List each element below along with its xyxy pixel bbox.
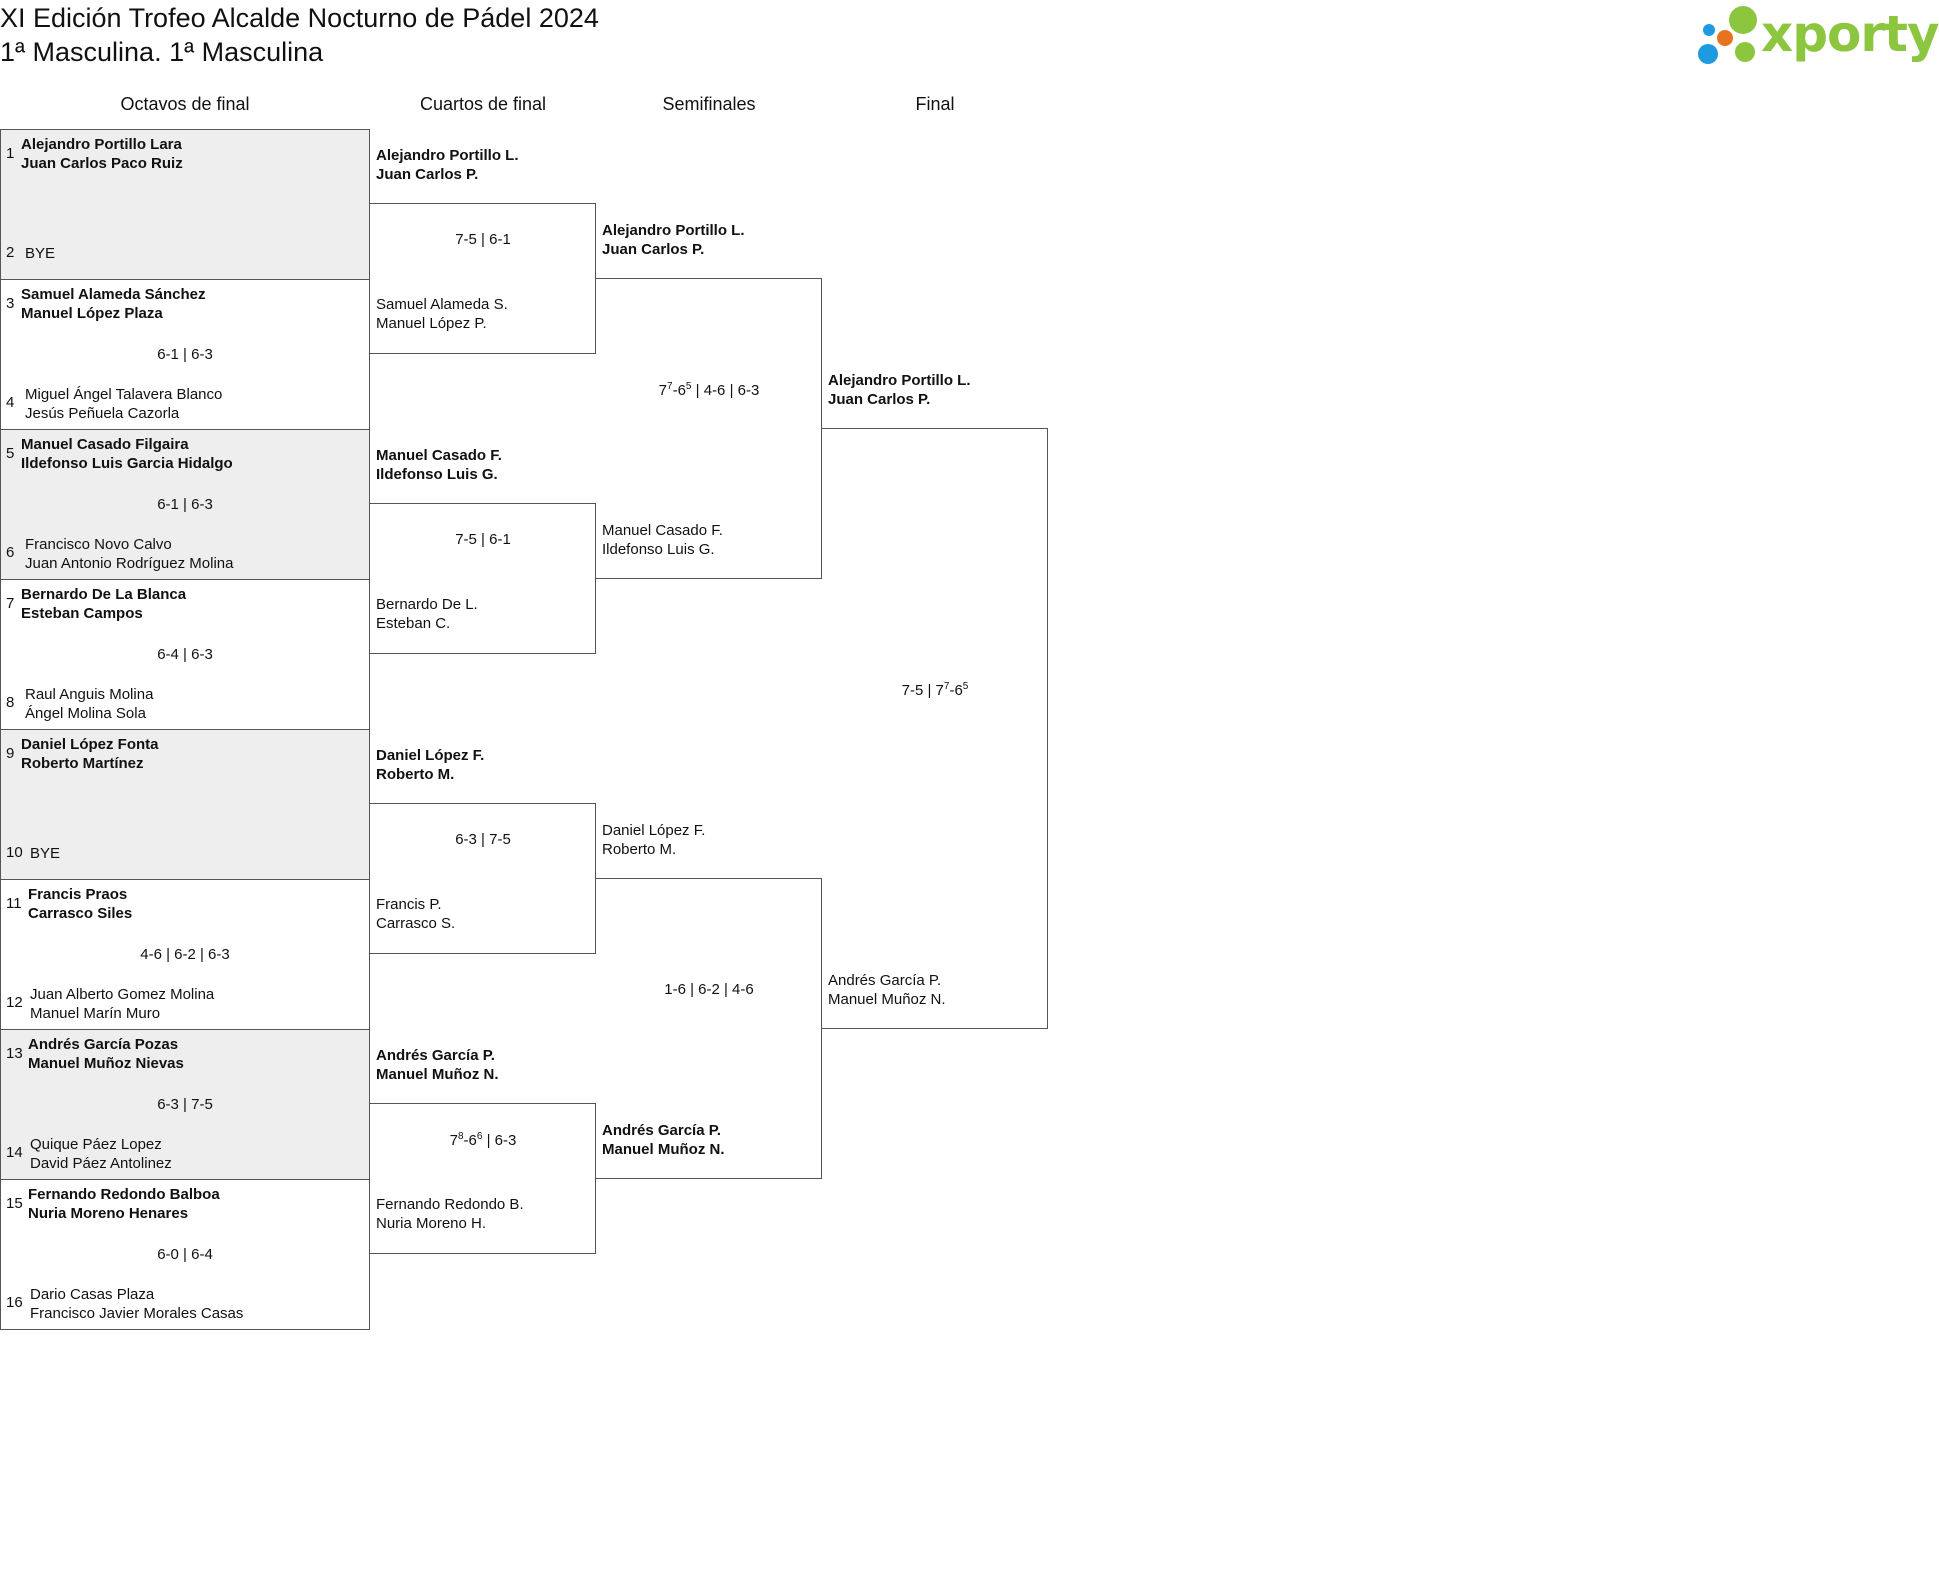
- player-name: Nuria Moreno H.: [376, 1215, 487, 1232]
- player-name: Alejandro Portillo L.: [602, 222, 745, 239]
- team-cuartos-top[interactable]: [376, 446, 502, 484]
- score-octavos-8: 6-0 | 6-4: [157, 1246, 213, 1263]
- player-name: Ildefonso Luis Garcia Hidalgo: [21, 455, 233, 472]
- player-name: David Páez Antolinez: [30, 1155, 172, 1172]
- player-name: Manuel López P.: [376, 315, 487, 332]
- team-octavos-6[interactable]: [25, 535, 233, 573]
- connector-final: [822, 428, 1048, 1029]
- seed-number: 10: [6, 844, 23, 861]
- player-name: Ildefonso Luis G.: [602, 541, 715, 558]
- player-name: Roberto M.: [376, 766, 455, 783]
- team-semis-top[interactable]: [602, 821, 705, 859]
- player-name: Andrés García P.: [602, 1122, 721, 1139]
- team-octavos-1[interactable]: [21, 135, 183, 173]
- seed-number: 2: [6, 244, 15, 261]
- player-name: Daniel López F.: [376, 747, 485, 764]
- player-name: Juan Alberto Gomez Molina: [30, 986, 215, 1003]
- player-name: Manuel Muñoz N.: [602, 1141, 725, 1158]
- team-octavos-11[interactable]: [28, 885, 132, 923]
- player-name: Juan Carlos Paco Ruiz: [21, 155, 183, 172]
- team-final-top[interactable]: [828, 371, 971, 409]
- player-name: Andrés García P.: [828, 972, 942, 989]
- logo-dot-green-icon: [1729, 6, 1757, 34]
- player-name: Miguel Ángel Talavera Blanco: [25, 386, 223, 403]
- seed-number: 6: [6, 544, 15, 561]
- score-semis-2: 1-6 | 6-2 | 4-6: [664, 981, 754, 998]
- logo-dot-blue-small-icon: [1703, 24, 1715, 36]
- player-name: Fernando Redondo B.: [376, 1196, 524, 1213]
- seed-number: 12: [6, 994, 23, 1011]
- score-final: 7-5 | $7^7-6^5$: [901, 681, 969, 699]
- team-octavos-12[interactable]: [30, 985, 214, 1023]
- score-octavos-6: 4-6 | 6-2 | 6-3: [140, 946, 230, 963]
- player-name: Quique Páez Lopez: [30, 1136, 162, 1153]
- team-final-bottom[interactable]: [828, 971, 946, 1009]
- team-octavos-14[interactable]: [30, 1135, 172, 1173]
- team-octavos-7[interactable]: [21, 585, 186, 623]
- player-name: Manuel Muñoz Nievas: [28, 1055, 184, 1072]
- logo-dot-lightgreen-icon: [1735, 42, 1755, 62]
- team-cuartos-bottom[interactable]: [376, 295, 508, 333]
- score-cuartos-1: 7-5 | 6-1: [455, 231, 511, 248]
- player-name: Roberto Martínez: [21, 755, 144, 772]
- player-name: Juan Carlos P.: [376, 166, 479, 183]
- team-cuartos-bottom[interactable]: [376, 595, 478, 633]
- player-name: Manuel Casado Filgaira: [21, 436, 189, 453]
- player-name: Francisco Javier Morales Casas: [30, 1305, 244, 1322]
- logo-dot-orange-icon: [1717, 30, 1733, 46]
- seed-number: 14: [6, 1144, 23, 1161]
- player-name: Bernardo De L.: [376, 596, 478, 613]
- player-name: Bernardo De La Blanca: [21, 586, 187, 603]
- round-title-cuartos: Cuartos de final: [419, 94, 547, 114]
- player-name: Samuel Alameda Sánchez: [21, 286, 206, 303]
- player-name: Andrés García Pozas: [28, 1036, 179, 1053]
- team-cuartos-top[interactable]: [376, 146, 519, 184]
- team-semis-bottom[interactable]: [602, 521, 723, 559]
- player-name: Juan Carlos P.: [828, 391, 931, 408]
- seed-number: 3: [6, 295, 15, 312]
- player-name: Fernando Redondo Balboa: [28, 1186, 220, 1203]
- xporty-logo[interactable]: [1695, 2, 1939, 68]
- seed-number: 4: [6, 394, 15, 411]
- seed-number: 7: [6, 595, 15, 612]
- score-octavos-2: 6-1 | 6-3: [157, 346, 213, 363]
- seed-number: 11: [6, 895, 22, 912]
- team-cuartos-bottom[interactable]: [376, 895, 455, 933]
- score-cuartos-4: $7^8-6^6$ | 6-3: [449, 1131, 517, 1149]
- player-name: Alejandro Portillo L.: [376, 147, 519, 164]
- seed-number: 5: [6, 445, 15, 462]
- team-octavos-8[interactable]: [25, 685, 153, 723]
- player-name: Ildefonso Luis G.: [376, 466, 498, 483]
- team-octavos-5[interactable]: [21, 435, 233, 473]
- player-name: Manuel Marín Muro: [30, 1005, 161, 1022]
- logo-dot-blue-icon: [1698, 44, 1718, 64]
- team-cuartos-bottom[interactable]: [376, 1195, 524, 1233]
- logo-text: xporty: [1761, 5, 1939, 63]
- team-octavos-13[interactable]: [28, 1035, 184, 1073]
- player-name: Manuel Casado F.: [602, 522, 723, 539]
- team-octavos-3[interactable]: [21, 285, 206, 323]
- player-name: Carrasco S.: [376, 915, 456, 932]
- team-semis-bottom[interactable]: [602, 1121, 725, 1159]
- player-name: Manuel Muñoz N.: [376, 1066, 499, 1083]
- player-name: Dario Casas Plaza: [30, 1286, 155, 1303]
- score-octavos-7: 6-3 | 7-5: [157, 1096, 213, 1113]
- seed-number: 8: [6, 694, 15, 711]
- player-name: Juan Carlos P.: [602, 241, 705, 258]
- player-name: Samuel Alameda S.: [376, 296, 508, 313]
- page-title: XI Edición Trofeo Alcalde Nocturno de Pádel 2024: [0, 3, 599, 33]
- player-name: Francis P.: [376, 896, 442, 913]
- page-subtitle: 1ª Masculina. 1ª Masculina: [0, 37, 324, 67]
- player-name: Manuel Casado F.: [376, 447, 502, 464]
- team-octavos-9[interactable]: [21, 735, 159, 773]
- player-name: Daniel López Fonta: [21, 736, 159, 753]
- player-name: Raul Anguis Molina: [25, 686, 154, 703]
- player-name: Esteban C.: [376, 615, 451, 632]
- player-name: Ángel Molina Sola: [25, 705, 146, 722]
- round-title-octavos: Octavos de final: [120, 94, 250, 114]
- player-name: Alejandro Portillo Lara: [21, 136, 182, 153]
- team-octavos-16[interactable]: [30, 1285, 243, 1323]
- team-semis-top[interactable]: [602, 221, 745, 259]
- player-name: Jesús Peñuela Cazorla: [25, 405, 180, 422]
- seed-number: 1: [6, 145, 15, 162]
- player-name: Manuel Muñoz N.: [828, 991, 946, 1008]
- score-cuartos-3: 6-3 | 7-5: [455, 831, 511, 848]
- player-name: Nuria Moreno Henares: [28, 1205, 189, 1222]
- player-name: Francisco Novo Calvo: [25, 536, 172, 553]
- player-name: Roberto M.: [602, 841, 677, 858]
- team-cuartos-top[interactable]: [376, 746, 484, 784]
- team-octavos-4[interactable]: [25, 385, 222, 423]
- score-octavos-4: 6-4 | 6-3: [157, 646, 213, 663]
- round-title-final: Final: [915, 94, 955, 114]
- player-name: Francis Praos: [28, 886, 128, 903]
- team-octavos-15[interactable]: [28, 1185, 220, 1223]
- score-semis-1: $7^7-6^5$ | 4-6 | 6-3: [658, 381, 760, 399]
- seed-number: 16: [6, 1294, 23, 1311]
- score-octavos-3: 6-1 | 6-3: [157, 496, 213, 513]
- player-name: Carrasco Siles: [28, 905, 133, 922]
- team-octavos-2[interactable]: [25, 244, 55, 263]
- score-cuartos-2: 7-5 | 6-1: [455, 531, 511, 548]
- player-name: Daniel López F.: [602, 822, 706, 839]
- round-title-semifinales: Semifinales: [662, 94, 756, 114]
- player-name: Andrés García P.: [376, 1047, 495, 1064]
- player-name: Juan Antonio Rodríguez Molina: [25, 555, 234, 572]
- team-octavos-10[interactable]: [30, 844, 60, 863]
- seed-number: 13: [6, 1045, 23, 1062]
- player-name: BYE: [25, 245, 56, 262]
- player-name: Manuel López Plaza: [21, 305, 163, 322]
- seed-number: 9: [6, 745, 15, 762]
- player-name: BYE: [30, 845, 61, 862]
- seed-number: 15: [6, 1195, 23, 1212]
- player-name: Esteban Campos: [21, 605, 143, 622]
- player-name: Alejandro Portillo L.: [828, 372, 971, 389]
- team-cuartos-top[interactable]: [376, 1046, 499, 1084]
